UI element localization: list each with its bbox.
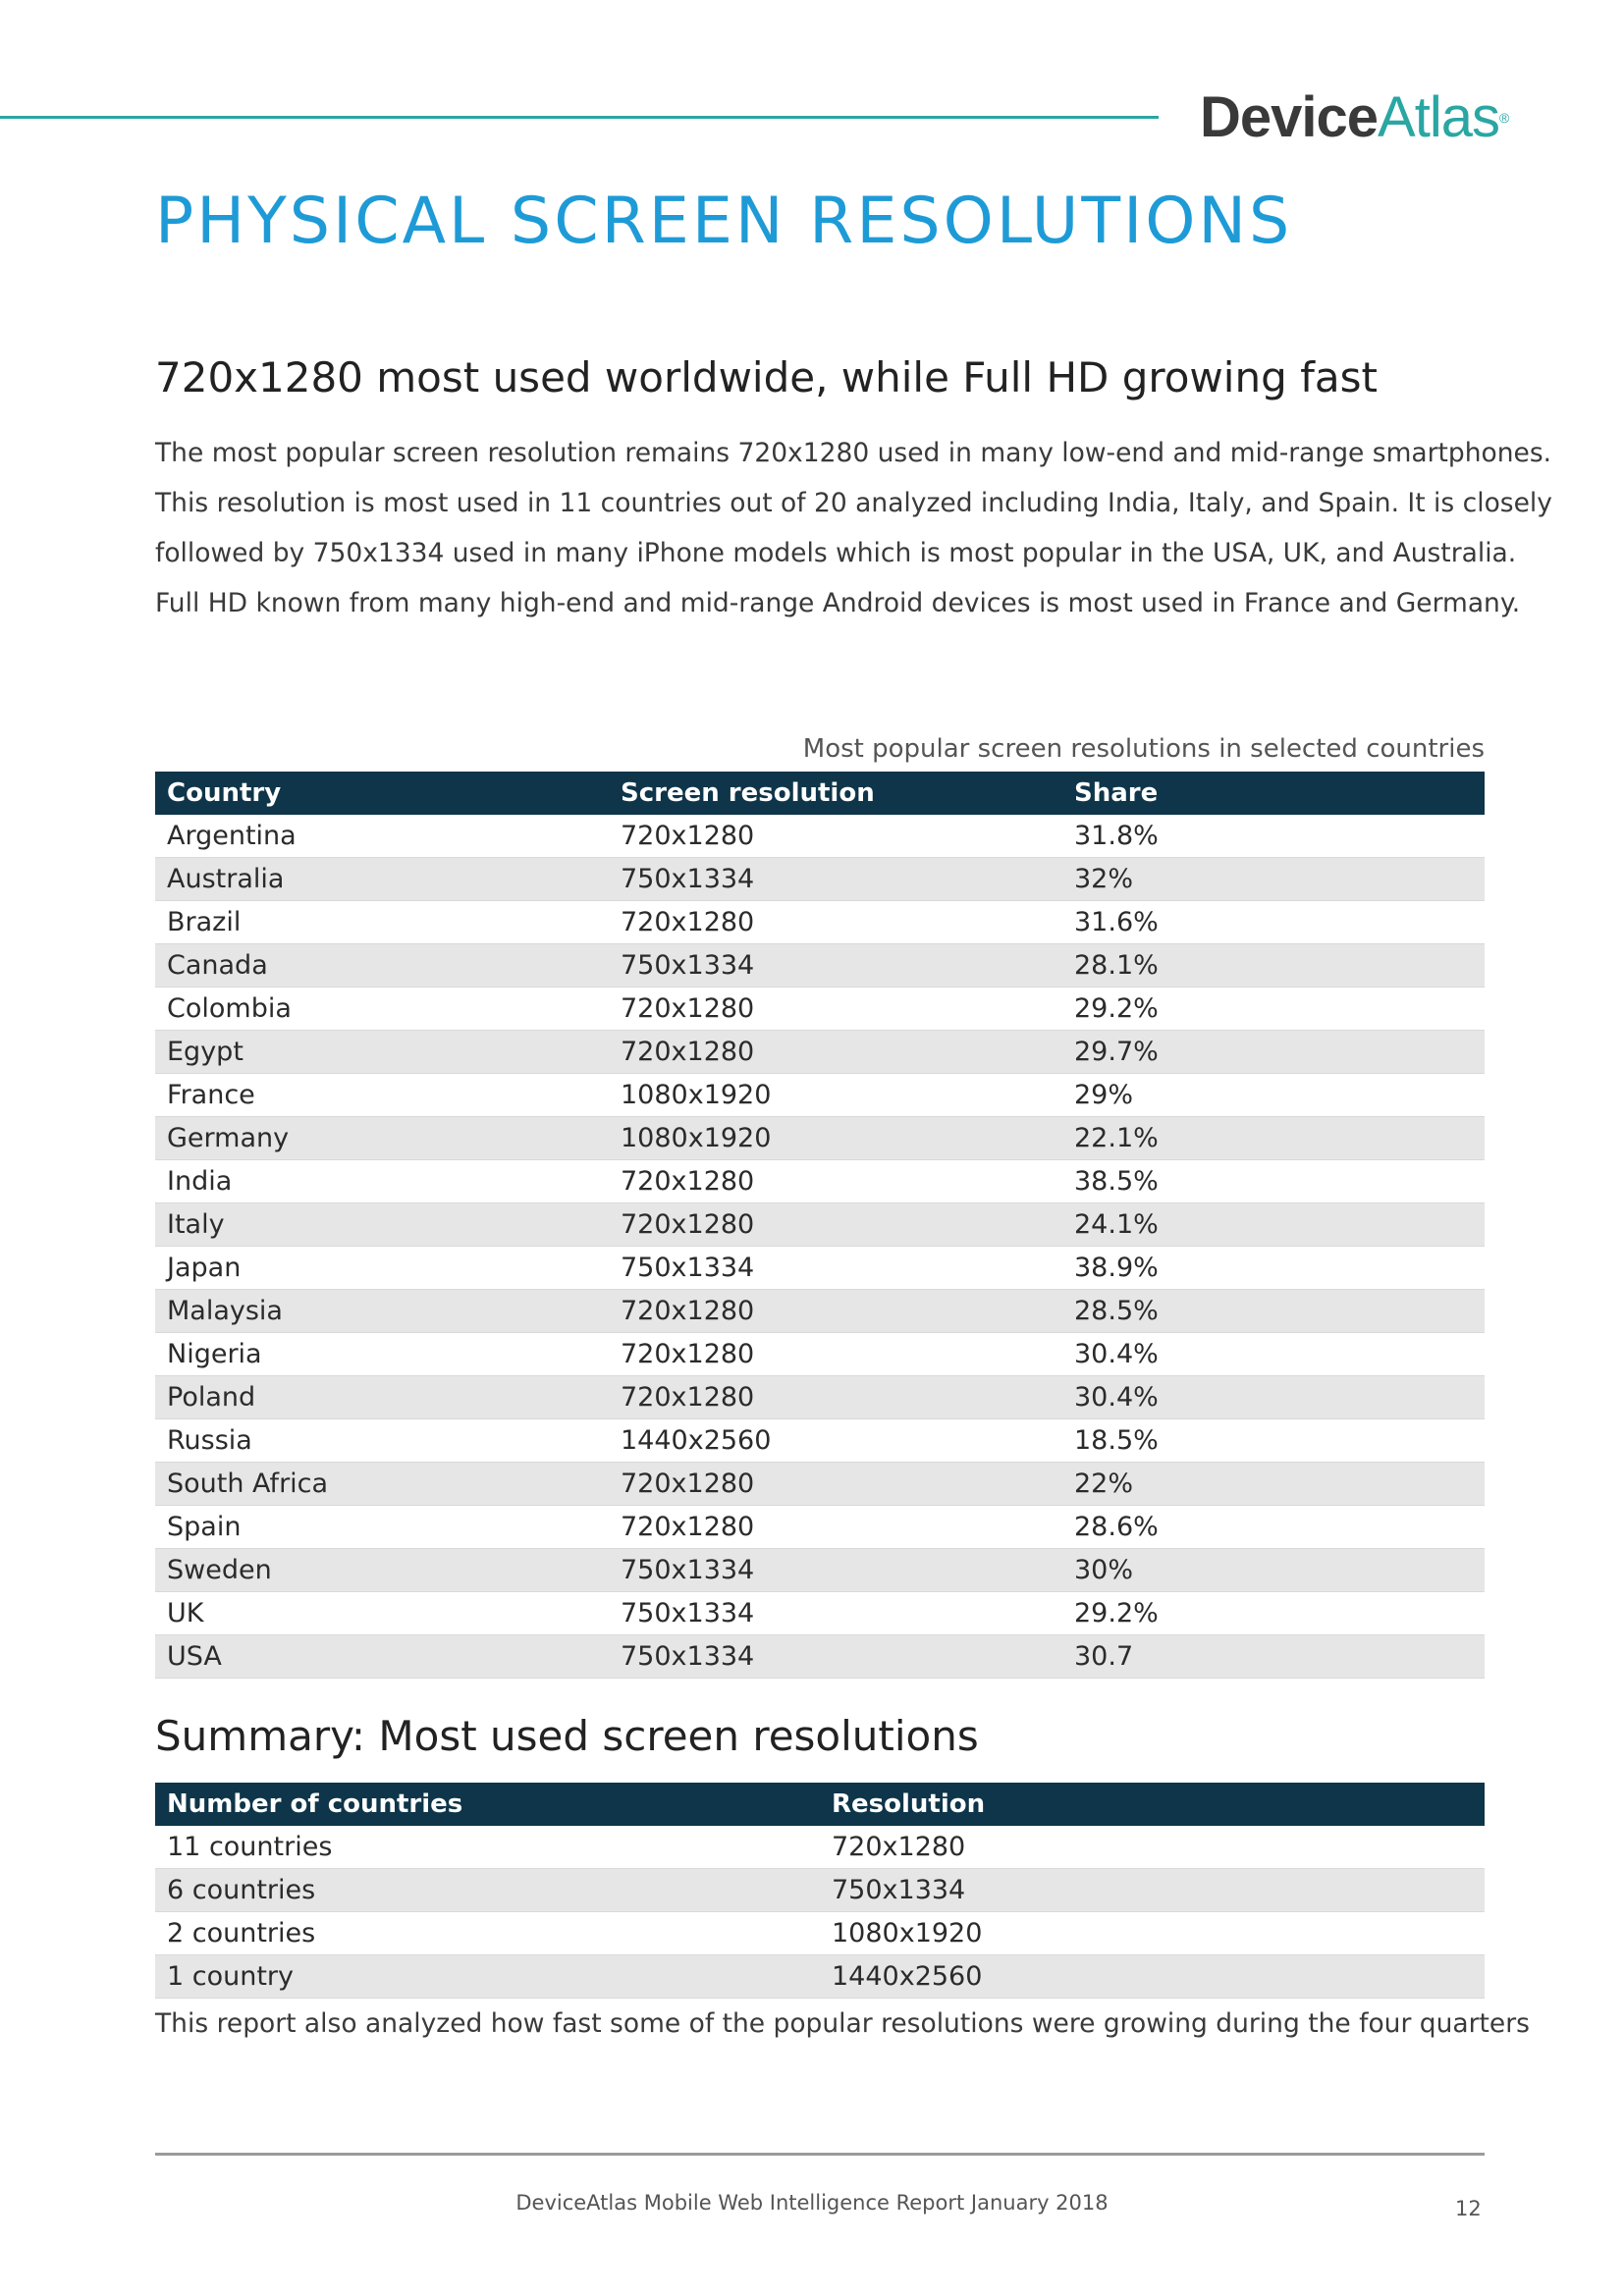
- table-cell: USA: [155, 1635, 609, 1679]
- table-cell: Canada: [155, 944, 609, 988]
- table-row: [155, 1419, 1485, 1463]
- table-row: [155, 1463, 1485, 1506]
- table-cell: Poland: [155, 1376, 609, 1419]
- table-cell: 1 country: [155, 1955, 820, 1999]
- table-cell: 720x1280: [609, 1160, 1062, 1203]
- table-cell: 1080x1920: [820, 1912, 1485, 1955]
- table-cell: Colombia: [155, 988, 609, 1031]
- table-cell: 750x1334: [609, 1592, 1062, 1635]
- table-row: [155, 1912, 1485, 1955]
- resolutions-table: [155, 772, 1485, 1679]
- table-row: [155, 1160, 1485, 1203]
- section-subheading: 720x1280 most used worldwide, while Full HD growing fast: [155, 353, 1378, 401]
- table-cell: 30.4%: [1062, 1376, 1485, 1419]
- table-cell: 750x1334: [609, 858, 1062, 901]
- table-cell: 720x1280: [609, 815, 1062, 858]
- table-cell: 29.2%: [1062, 1592, 1485, 1635]
- table-cell: 28.6%: [1062, 1506, 1485, 1549]
- summary-table: [155, 1783, 1485, 1999]
- table-row: [155, 901, 1485, 944]
- table-row: [155, 1031, 1485, 1074]
- table-cell: 1080x1920: [609, 1117, 1062, 1160]
- table-cell: 720x1280: [609, 1506, 1062, 1549]
- page-title: PHYSICAL SCREEN RESOLUTIONS: [155, 185, 1293, 258]
- table-cell: 22%: [1062, 1463, 1485, 1506]
- table-row: [155, 1826, 1485, 1869]
- table-cell: 750x1334: [609, 1247, 1062, 1290]
- table-cell: Russia: [155, 1419, 609, 1463]
- header-rule: [0, 116, 1159, 119]
- table-cell: 750x1334: [609, 944, 1062, 988]
- table-cell: South Africa: [155, 1463, 609, 1506]
- table-cell: Spain: [155, 1506, 609, 1549]
- table-caption: Most popular screen resolutions in selected countries: [802, 734, 1485, 764]
- footer-text: DeviceAtlas Mobile Web Intelligence Report January 2018: [515, 2191, 1109, 2215]
- table-cell: Japan: [155, 1247, 609, 1290]
- table-cell: 720x1280: [609, 1333, 1062, 1376]
- table-cell: 32%: [1062, 858, 1485, 901]
- table-cell: 28.1%: [1062, 944, 1485, 988]
- table-cell: 720x1280: [609, 1031, 1062, 1074]
- table-cell: 2 countries: [155, 1912, 820, 1955]
- footer-rule: [155, 2153, 1485, 2156]
- table-cell: 18.5%: [1062, 1419, 1485, 1463]
- table-cell: 31.6%: [1062, 901, 1485, 944]
- table-cell: Malaysia: [155, 1290, 609, 1333]
- column-header: Number of countries: [155, 1783, 820, 1826]
- table-cell: 1440x2560: [820, 1955, 1485, 1999]
- table-row: [155, 1869, 1485, 1912]
- table-row: [155, 1376, 1485, 1419]
- column-header: Resolution: [820, 1783, 1485, 1826]
- table-cell: 29%: [1062, 1074, 1485, 1117]
- table-row: [155, 1592, 1485, 1635]
- intro-line: followed by 750x1334 used in many iPhone models which is most popular in the USA, UK, and Australia.: [155, 538, 1517, 568]
- table-cell: 750x1334: [820, 1869, 1485, 1912]
- table-header-row: [155, 772, 1485, 815]
- table-cell: 720x1280: [609, 901, 1062, 944]
- column-header: Screen resolution: [609, 772, 1062, 815]
- table-cell: 30.7: [1062, 1635, 1485, 1679]
- table-cell: 720x1280: [609, 1290, 1062, 1333]
- closing-text: This report also analyzed how fast some of the popular resolutions were growing during the four quarters: [155, 2008, 1530, 2039]
- brand-logo: DeviceAtlas®: [1200, 85, 1509, 149]
- table-cell: Brazil: [155, 901, 609, 944]
- table-row: [155, 1635, 1485, 1679]
- table-cell: 28.5%: [1062, 1290, 1485, 1333]
- table-cell: 1080x1920: [609, 1074, 1062, 1117]
- table-cell: 29.2%: [1062, 988, 1485, 1031]
- summary-heading: Summary: Most used screen resolutions: [155, 1712, 979, 1760]
- table-cell: Sweden: [155, 1549, 609, 1592]
- table-cell: 6 countries: [155, 1869, 820, 1912]
- table-row: [155, 988, 1485, 1031]
- table-row: [155, 858, 1485, 901]
- table-cell: 31.8%: [1062, 815, 1485, 858]
- table-cell: Germany: [155, 1117, 609, 1160]
- table-row: [155, 1549, 1485, 1592]
- table-row: [155, 1247, 1485, 1290]
- table-cell: 720x1280: [609, 1463, 1062, 1506]
- table-row: [155, 1117, 1485, 1160]
- table-row: [155, 1074, 1485, 1117]
- table-cell: Nigeria: [155, 1333, 609, 1376]
- table-cell: 750x1334: [609, 1549, 1062, 1592]
- table-row: [155, 1506, 1485, 1549]
- table-cell: 720x1280: [820, 1826, 1485, 1869]
- table-cell: 38.5%: [1062, 1160, 1485, 1203]
- table-cell: 30%: [1062, 1549, 1485, 1592]
- table-cell: Australia: [155, 858, 609, 901]
- table-cell: 11 countries: [155, 1826, 820, 1869]
- intro-line: The most popular screen resolution remains 720x1280 used in many low-end and mid-range smartphones.: [155, 438, 1552, 468]
- table-row: [155, 1333, 1485, 1376]
- table-cell: Argentina: [155, 815, 609, 858]
- table-row: [155, 1955, 1485, 1999]
- column-header: Share: [1062, 772, 1485, 815]
- table-row: [155, 815, 1485, 858]
- table-cell: India: [155, 1160, 609, 1203]
- table-cell: Italy: [155, 1203, 609, 1247]
- intro-paragraph: [155, 428, 1552, 628]
- table-cell: 38.9%: [1062, 1247, 1485, 1290]
- table-header-row: [155, 1783, 1485, 1826]
- table-row: [155, 1203, 1485, 1247]
- table-cell: France: [155, 1074, 609, 1117]
- table-row: [155, 944, 1485, 988]
- table-cell: 720x1280: [609, 988, 1062, 1031]
- table-cell: 1440x2560: [609, 1419, 1062, 1463]
- table-row: [155, 1290, 1485, 1333]
- table-cell: UK: [155, 1592, 609, 1635]
- table-cell: Egypt: [155, 1031, 609, 1074]
- table-cell: 22.1%: [1062, 1117, 1485, 1160]
- table-cell: 24.1%: [1062, 1203, 1485, 1247]
- intro-line: Full HD known from many high-end and mid-range Android devices is most used in France and Germany.: [155, 588, 1521, 618]
- intro-line: This resolution is most used in 11 countries out of 20 analyzed including India, Italy, and Spain. It is closely: [155, 488, 1552, 518]
- table-cell: 750x1334: [609, 1635, 1062, 1679]
- table-cell: 720x1280: [609, 1203, 1062, 1247]
- column-header: Country: [155, 772, 609, 815]
- table-cell: 29.7%: [1062, 1031, 1485, 1074]
- table-cell: 30.4%: [1062, 1333, 1485, 1376]
- table-cell: 720x1280: [609, 1376, 1062, 1419]
- page-number: 12: [1455, 2197, 1482, 2220]
